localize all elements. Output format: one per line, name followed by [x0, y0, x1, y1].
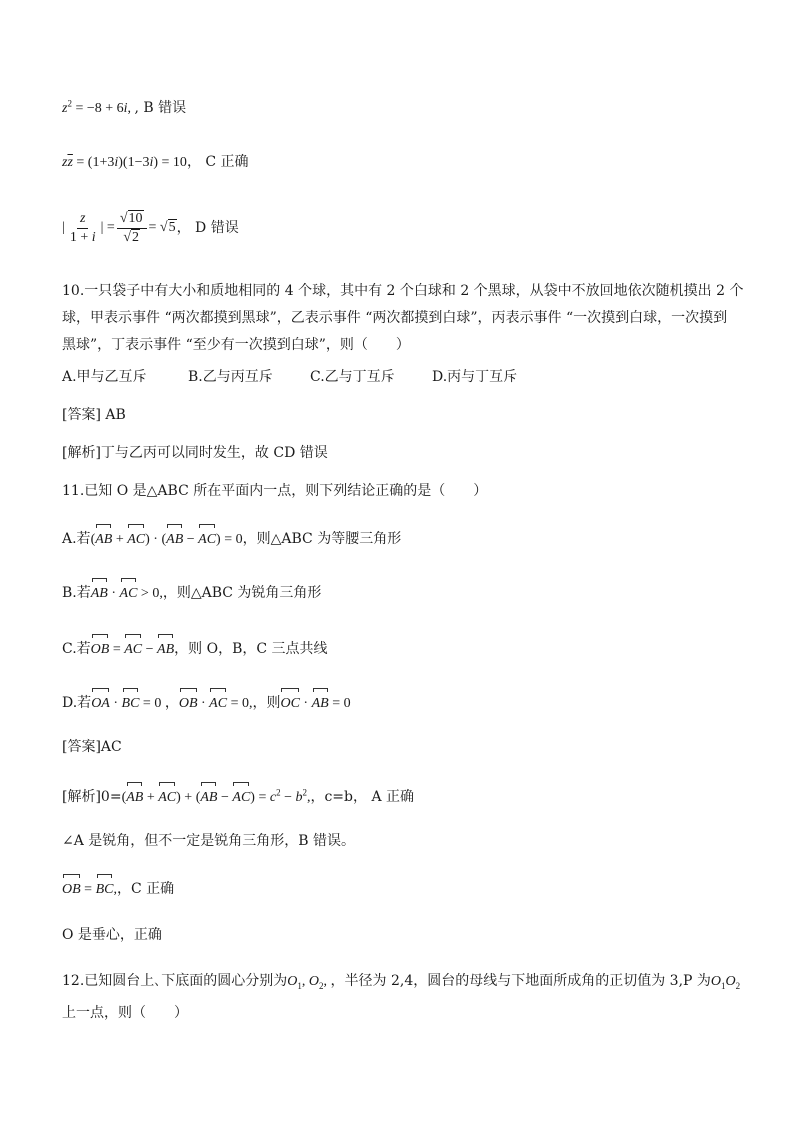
q10-stem-line-3: 黑球”，丁表示事件 “至少有一次摸到白球”，则（ ） [62, 337, 410, 353]
math-z-squared: $z^2$ [62, 98, 72, 116]
q12-stem-part-b: ，半径为 2,4，圆台的母线与下地面所成角的正切值为 3,P 为 [330, 973, 711, 989]
q11-analysis-line-4: O 是垂心，正确 [62, 927, 162, 943]
solution-line-c-text: ， C 正确 [186, 154, 249, 170]
q11-option-a-prefix: A.若 [62, 531, 91, 547]
math-fraction-sqrt10-over-sqrt2: $\frac{√10}{√2}$ [117, 210, 147, 247]
q11-analysis-line-1: [解析]$0=(AB + AC) + (AB - AC) = c^2 - b^2$,，c=b， A 正确 [62, 787, 415, 805]
solution-line-b-text: , B 错误 [134, 100, 187, 116]
q10-options [62, 368, 517, 386]
q12-stem-part-a: 12.已知圆台上､下底面的圆心分别为 [62, 973, 288, 989]
q10-answer: [答案] AB [62, 407, 126, 423]
math-z-zbar: $z\overline{z}$ [62, 155, 73, 170]
q11-option-c-prefix: C.若 [62, 641, 91, 657]
q11-analysis-prefix: [解析]0= [62, 789, 122, 805]
q11-option-a: A.若(AB + AC) · (AB − AC) = 0，则△ABC 为等腰三角形 [62, 531, 402, 547]
q11-option-c-text: ，则 O，B，C 三点共线 [174, 641, 328, 657]
q11-option-d-prefix: D.若 [62, 695, 92, 711]
solution-line-c: $z\overline{z} = (1+3i)(1-3i) = 10$， C 正确 [62, 154, 249, 170]
q10-analysis: [解析]丁与乙丙可以同时发生，故 CD 错误 [62, 445, 328, 461]
q11-analysis-line-3: OB = BC,，C 正确 [62, 881, 175, 897]
q11-stem: 11.已知 O 是△ABC 所在平面内一点，则下列结论正确的是（ ） [62, 483, 488, 499]
q11-analysis-line-2: ∠A 是锐角，但不一定是锐角三角形，B 错误。 [62, 833, 356, 849]
q10-option-c: C.乙与丁互斥 [310, 369, 395, 385]
q11-option-a-text: ，则△ABC 为等腰三角形 [242, 531, 402, 547]
q10-option-a: A.甲与乙互斥 [62, 369, 147, 385]
q11-option-b-prefix: B.若 [62, 585, 91, 601]
q11-analysis-line-3-text: ，C 正确 [116, 881, 175, 897]
solution-line-b: $z^2 = -8 + 6i$, , B 错误 [62, 98, 187, 116]
solution-line-d: | $\frac{z}{1 + i}$ | = $\frac{√10}{√2}$ = √5 ， D 错误 [62, 210, 239, 245]
q10-option-b: B.乙与丙互斥 [188, 369, 273, 385]
q11-option-d: D.若OA · BC = 0 ，OB · AC = 0,，则OC · AB = 0 [62, 695, 351, 711]
q10-stem-line-1: 10.一只袋子中有大小和质地相同的 4 个球，其中有 2 个白球和 2 个黑球，从袋中不放回地依次随机摸出 2 个 [62, 283, 744, 299]
q10-option-d: D.丙与丁互斥 [432, 369, 518, 385]
q10-stem-line-2: 球，甲表示事件 “两次都摸到黑球”，乙表示事件 “两次都摸到白球”，丙表示事件 “一次摸到白球，一次摸到 [62, 310, 728, 326]
q11-analysis-line-1-text: ，c=b， A 正确 [310, 789, 415, 805]
solution-line-d-text: ， D 错误 [176, 220, 239, 236]
q12-stem-line-2: 上一点，则（ ） [62, 1005, 188, 1021]
q11-option-d-text: ，则 [252, 695, 281, 711]
q11-option-b-text: ，则△ABC 为锐角三角形 [162, 585, 322, 601]
q11-option-b: B.若AB · AC > 0,，则△ABC 为锐角三角形 [62, 585, 322, 601]
q11-option-c: C.若OB = AC − AB，则 O，B，C 三点共线 [62, 641, 328, 657]
math-fraction-z-over-1-plus-i: $\frac{z}{1 + i}$ [69, 210, 96, 245]
q12-stem-line-1: 12.已知圆台上､下底面的圆心分别为$O_1$, $O_2$, ，半径为 2,4，圆台的母线与下地面所成角的正切值为 3,P 为$O_1O_2$ [62, 973, 741, 991]
q11-answer: [答案]AC [62, 739, 122, 755]
